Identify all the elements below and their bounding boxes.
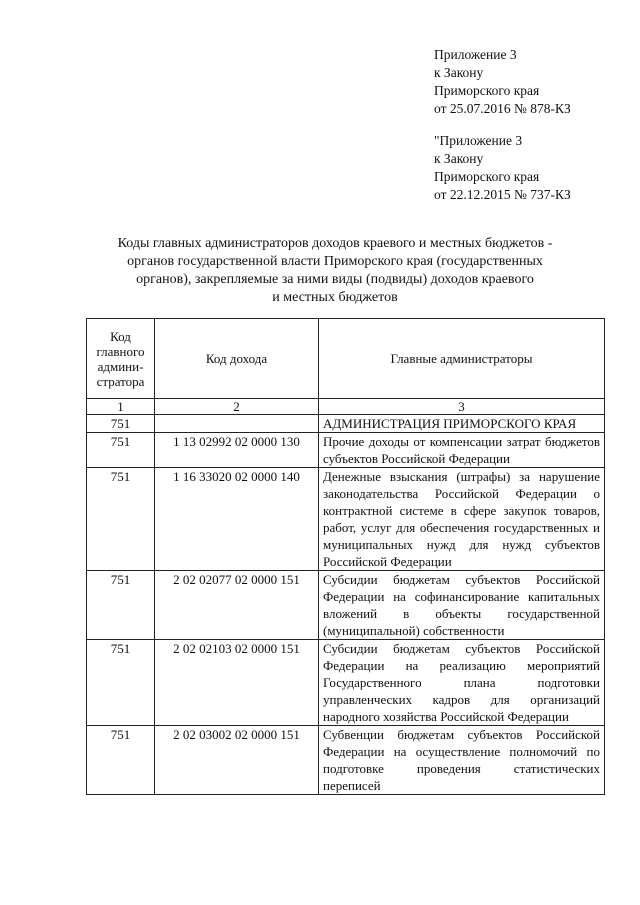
appendix-previous-line-4: от 22.12.2015 № 737-КЗ <box>434 187 571 202</box>
table-row <box>87 640 605 726</box>
header-admin-code-line-1: Код <box>110 328 131 344</box>
table-row <box>87 433 605 468</box>
column-numbers-row <box>87 399 605 415</box>
income-code-cell: 2 02 02077 02 0000 151 <box>155 571 319 640</box>
appendix-previous-line-1: "Приложение 3 <box>434 133 523 148</box>
administrator-name-cell: Субвенции бюджетам субъектов Российской Федерации на осуществление полномочий по подготовке проведения статистических переписей <box>319 726 605 795</box>
table-row <box>87 468 605 571</box>
income-code-cell: 2 02 02103 02 0000 151 <box>155 640 319 726</box>
title-line-2: органов государственной власти Приморского края (государственных <box>127 254 543 269</box>
admin-code-cell: 751 <box>87 415 155 433</box>
table-header-row <box>87 319 605 399</box>
appendix-previous-block <box>434 132 624 204</box>
column-number: 1 <box>87 399 155 415</box>
appendix-current-line-1: Приложение 3 <box>434 47 517 62</box>
table-row <box>87 571 605 640</box>
appendix-current-line-4: от 25.07.2016 № 878-КЗ <box>434 101 571 116</box>
admin-code-cell: 751 <box>87 640 155 726</box>
administrator-name-cell: Денежные взыскания (штрафы) за нарушение законодательства Российской Федерации о контрактной системе в сфере закупок товаров, работ, услуг для обеспечения государственных и муниципальных нужд для нужд субъектов Российской Федерации <box>319 468 605 571</box>
income-code-cell: 1 13 02992 02 0000 130 <box>155 433 319 468</box>
header-admin-code-line-4: стратора <box>96 373 145 389</box>
appendix-current-line-3: Приморского края <box>434 83 540 98</box>
appendix-previous-line-3: Приморского края <box>434 169 540 184</box>
header-admin-code-line-2: главного <box>96 343 145 359</box>
title-line-3: органов), закрепляемые за ними виды (подвиды) доходов краевого <box>136 272 534 287</box>
administrator-name-cell: Субсидии бюджетам субъектов Российской Федерации на софинансирование капитальных вложений в объекты государственной (муниципальной) собственности <box>319 571 605 640</box>
income-codes-table <box>86 318 605 795</box>
appendix-current-block <box>434 46 624 118</box>
header-admin-code-line-3: админи- <box>97 358 144 374</box>
column-number: 2 <box>155 399 319 415</box>
header-administrators: Главные администраторы <box>319 319 605 399</box>
table-row <box>87 415 605 433</box>
income-code-cell: 2 02 03002 02 0000 151 <box>155 726 319 795</box>
admin-code-cell: 751 <box>87 571 155 640</box>
header-admin-code <box>87 319 155 399</box>
column-number: 3 <box>319 399 605 415</box>
income-code-cell: 1 16 33020 02 0000 140 <box>155 468 319 571</box>
appendix-current-line-2: к Закону <box>434 65 484 80</box>
appendix-previous-line-2: к Закону <box>434 151 484 166</box>
administrator-name-cell: АДМИНИСТРАЦИЯ ПРИМОРСКОГО КРАЯ <box>319 415 605 433</box>
admin-code-cell: 751 <box>87 433 155 468</box>
document-title <box>100 235 570 307</box>
table-row <box>87 726 605 795</box>
title-line-1: Коды главных администраторов доходов краевого и местных бюджетов - <box>117 236 553 251</box>
admin-code-cell: 751 <box>87 468 155 571</box>
admin-code-cell: 751 <box>87 726 155 795</box>
administrator-name-cell: Прочие доходы от компенсации затрат бюджетов субъектов Российской Федерации <box>319 433 605 468</box>
administrator-name-cell: Субсидии бюджетам субъектов Российской Федерации на реализацию мероприятий Государственного плана подготовки управленческих кадров для организаций народного хозяйства Российской Федерации <box>319 640 605 726</box>
income-code-cell <box>155 415 319 433</box>
header-income-code: Код дохода <box>155 319 319 399</box>
title-line-4: и местных бюджетов <box>272 290 398 305</box>
